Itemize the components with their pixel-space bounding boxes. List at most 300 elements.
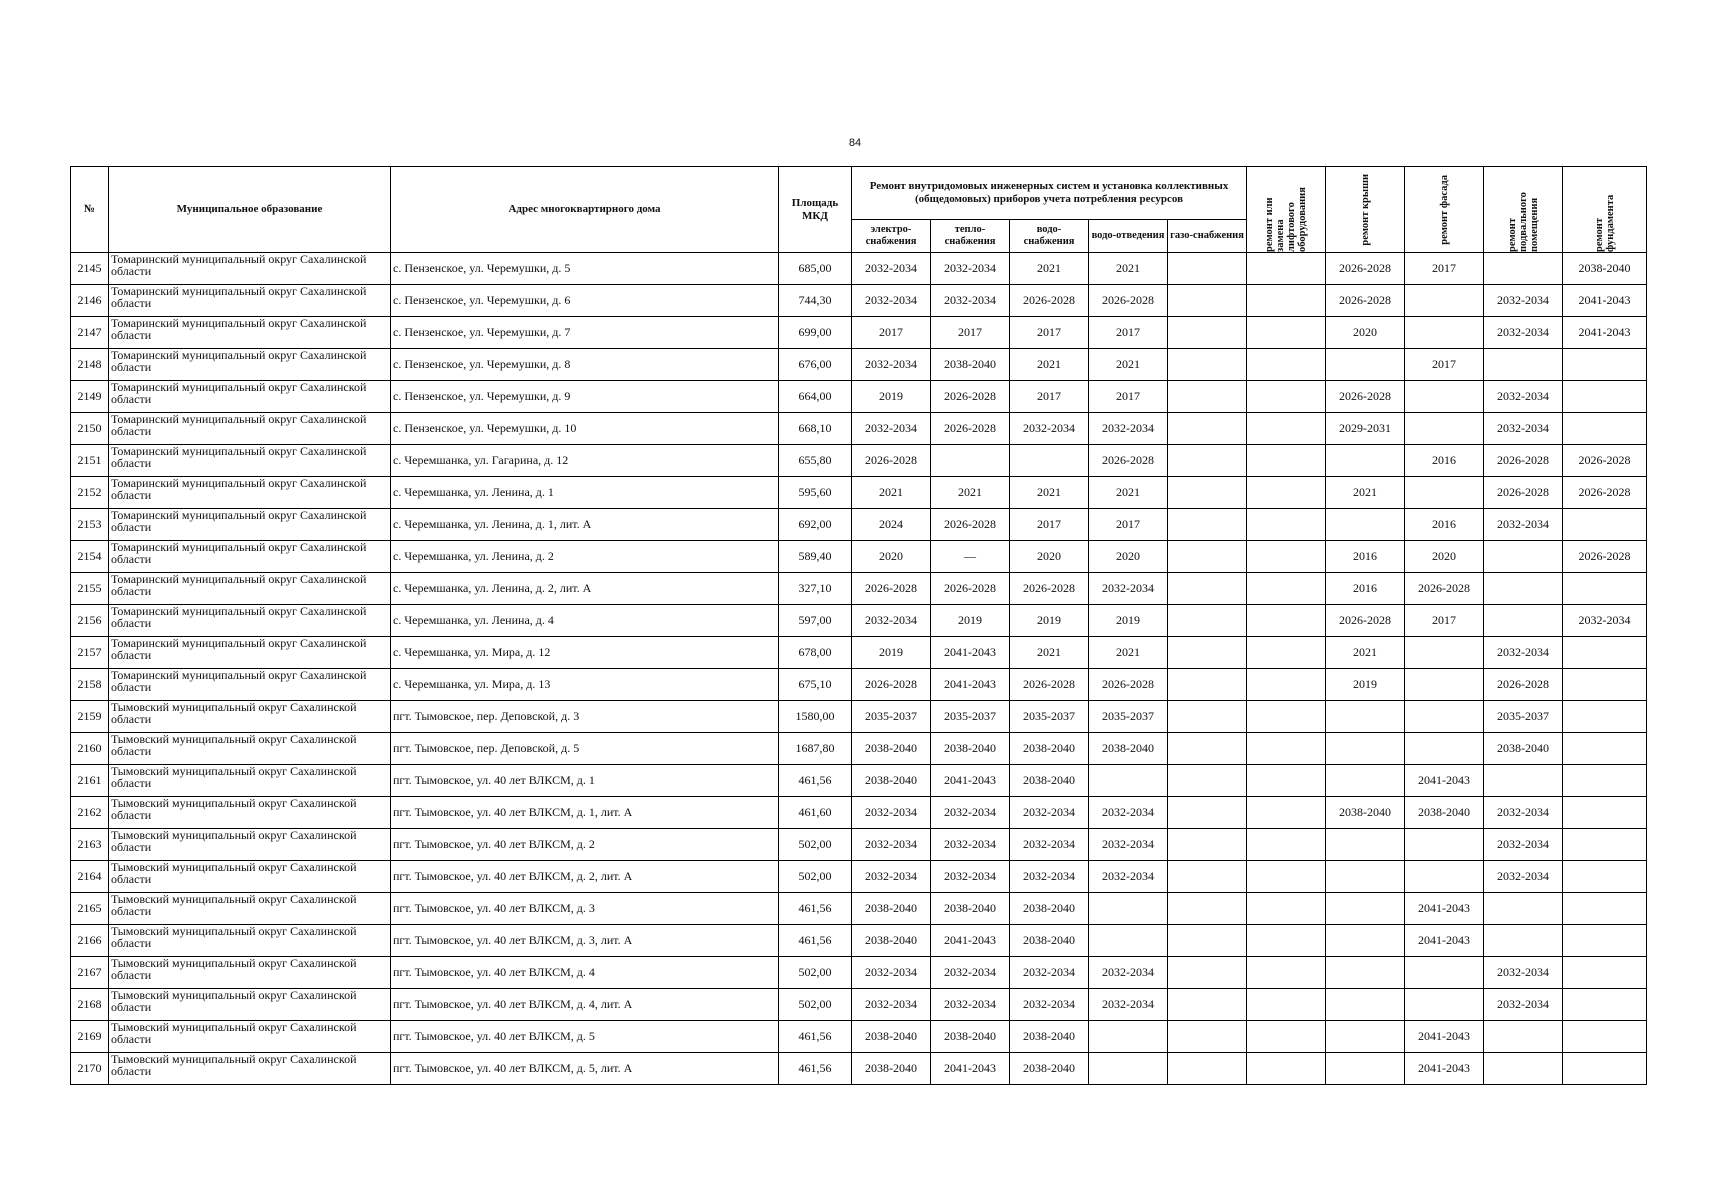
- address-cell: пгт. Тымовское, ул. 40 лет ВЛКСМ, д. 2, лит. А: [391, 861, 779, 893]
- address-cell: пгт. Тымовское, пер. Деповской, д. 5: [391, 733, 779, 765]
- table-row: [71, 253, 1647, 285]
- roof-cell: 2021: [1326, 477, 1405, 509]
- facade-cell: [1405, 733, 1484, 765]
- water-cell: 2038-2040: [1010, 733, 1089, 765]
- gas-cell: [1168, 637, 1247, 669]
- roof-cell: [1326, 1021, 1405, 1053]
- sewer-cell: 2021: [1089, 349, 1168, 381]
- gas-cell: [1168, 829, 1247, 861]
- gas-cell: [1168, 541, 1247, 573]
- table-row: [71, 765, 1647, 797]
- area-cell: 502,00: [779, 957, 852, 989]
- header-roof-label: ремонт крыши: [1359, 173, 1371, 246]
- gas-cell: [1168, 509, 1247, 541]
- municipality-cell: Томаринский муниципальный округ Сахалинской области: [109, 413, 391, 445]
- electro-cell: 2019: [852, 381, 931, 413]
- basement-cell: 2032-2034: [1484, 413, 1563, 445]
- elevator-cell: [1247, 957, 1326, 989]
- heat-cell: 2041-2043: [931, 765, 1010, 797]
- sewer-cell: [1089, 765, 1168, 797]
- table-row: [71, 349, 1647, 381]
- gas-cell: [1168, 989, 1247, 1021]
- header-roof: [1326, 167, 1405, 253]
- facade-cell: [1405, 861, 1484, 893]
- row-number: 2152: [71, 477, 109, 509]
- area-cell: 502,00: [779, 861, 852, 893]
- roof-cell: [1326, 989, 1405, 1021]
- foundation-cell: 2038-2040: [1563, 253, 1647, 285]
- heat-cell: 2038-2040: [931, 733, 1010, 765]
- roof-cell: [1326, 957, 1405, 989]
- table-row: [71, 381, 1647, 413]
- foundation-cell: 2026-2028: [1563, 477, 1647, 509]
- water-cell: 2021: [1010, 477, 1089, 509]
- header-elevator: [1247, 167, 1326, 253]
- table-row: [71, 413, 1647, 445]
- row-number: 2162: [71, 797, 109, 829]
- foundation-cell: [1563, 861, 1647, 893]
- roof-cell: 2026-2028: [1326, 253, 1405, 285]
- address-cell: пгт. Тымовское, ул. 40 лет ВЛКСМ, д. 3: [391, 893, 779, 925]
- sewer-cell: 2032-2034: [1089, 797, 1168, 829]
- municipality-cell: Тымовский муниципальный округ Сахалинской области: [109, 829, 391, 861]
- address-cell: с. Черемшанка, ул. Ленина, д. 1: [391, 477, 779, 509]
- sewer-cell: 2032-2034: [1089, 829, 1168, 861]
- header-basement-label: ремонт подвального помещения: [1506, 192, 1540, 252]
- header-municipality: Муниципальное образование: [109, 167, 391, 253]
- area-cell: 692,00: [779, 509, 852, 541]
- gas-cell: [1168, 573, 1247, 605]
- municipality-cell: Томаринский муниципальный округ Сахалинской области: [109, 541, 391, 573]
- roof-cell: 2016: [1326, 541, 1405, 573]
- area-cell: 461,60: [779, 797, 852, 829]
- water-cell: 2032-2034: [1010, 413, 1089, 445]
- table-row: [71, 733, 1647, 765]
- table-row: [71, 637, 1647, 669]
- electro-cell: 2032-2034: [852, 797, 931, 829]
- elevator-cell: [1247, 1053, 1326, 1085]
- municipality-cell: Тымовский муниципальный округ Сахалинской области: [109, 797, 391, 829]
- foundation-cell: [1563, 573, 1647, 605]
- elevator-cell: [1247, 509, 1326, 541]
- facade-cell: 2016: [1405, 445, 1484, 477]
- address-cell: пгт. Тымовское, ул. 40 лет ВЛКСМ, д. 1, лит. А: [391, 797, 779, 829]
- water-cell: 2026-2028: [1010, 573, 1089, 605]
- header-foundation: [1563, 167, 1647, 253]
- heat-cell: 2017: [931, 317, 1010, 349]
- row-number: 2161: [71, 765, 109, 797]
- area-cell: 461,56: [779, 765, 852, 797]
- facade-cell: 2041-2043: [1405, 893, 1484, 925]
- row-number: 2159: [71, 701, 109, 733]
- heat-cell: 2041-2043: [931, 925, 1010, 957]
- address-cell: с. Пензенское, ул. Черемушки, д. 7: [391, 317, 779, 349]
- elevator-cell: [1247, 445, 1326, 477]
- electro-cell: 2026-2028: [852, 669, 931, 701]
- header-area: Площадь МКД: [779, 167, 852, 253]
- sewer-cell: 2021: [1089, 253, 1168, 285]
- basement-cell: 2032-2034: [1484, 989, 1563, 1021]
- elevator-cell: [1247, 1021, 1326, 1053]
- basement-cell: 2026-2028: [1484, 445, 1563, 477]
- sewer-cell: 2020: [1089, 541, 1168, 573]
- electro-cell: 2032-2034: [852, 253, 931, 285]
- electro-cell: 2026-2028: [852, 445, 931, 477]
- gas-cell: [1168, 285, 1247, 317]
- table-row: [71, 1053, 1647, 1085]
- municipality-cell: Томаринский муниципальный округ Сахалинской области: [109, 445, 391, 477]
- gas-cell: [1168, 893, 1247, 925]
- area-cell: 655,80: [779, 445, 852, 477]
- header-sewer: водо-отведения: [1089, 220, 1168, 253]
- area-cell: 1580,00: [779, 701, 852, 733]
- roof-cell: [1326, 861, 1405, 893]
- roof-cell: 2026-2028: [1326, 285, 1405, 317]
- basement-cell: 2026-2028: [1484, 669, 1563, 701]
- basement-cell: 2032-2034: [1484, 381, 1563, 413]
- header-foundation-label: ремонт фундамента: [1593, 194, 1616, 252]
- basement-cell: 2032-2034: [1484, 509, 1563, 541]
- gas-cell: [1168, 1021, 1247, 1053]
- header-electro: электро-снабжения: [852, 220, 931, 253]
- roof-cell: [1326, 701, 1405, 733]
- row-number: 2167: [71, 957, 109, 989]
- facade-cell: [1405, 989, 1484, 1021]
- water-cell: [1010, 445, 1089, 477]
- electro-cell: 2032-2034: [852, 349, 931, 381]
- water-cell: 2032-2034: [1010, 829, 1089, 861]
- gas-cell: [1168, 1053, 1247, 1085]
- municipality-cell: Тымовский муниципальный округ Сахалинской области: [109, 861, 391, 893]
- heat-cell: 2041-2043: [931, 637, 1010, 669]
- water-cell: 2021: [1010, 253, 1089, 285]
- address-cell: с. Черемшанка, ул. Ленина, д. 1, лит. А: [391, 509, 779, 541]
- electro-cell: 2032-2034: [852, 829, 931, 861]
- municipality-cell: Тымовский муниципальный округ Сахалинской области: [109, 1021, 391, 1053]
- elevator-cell: [1247, 861, 1326, 893]
- electro-cell: 2035-2037: [852, 701, 931, 733]
- heat-cell: 2041-2043: [931, 1053, 1010, 1085]
- elevator-cell: [1247, 797, 1326, 829]
- roof-cell: [1326, 829, 1405, 861]
- address-cell: с. Пензенское, ул. Черемушки, д. 10: [391, 413, 779, 445]
- sewer-cell: 2035-2037: [1089, 701, 1168, 733]
- water-cell: 2038-2040: [1010, 765, 1089, 797]
- elevator-cell: [1247, 381, 1326, 413]
- foundation-cell: [1563, 509, 1647, 541]
- water-cell: 2038-2040: [1010, 925, 1089, 957]
- heat-cell: 2019: [931, 605, 1010, 637]
- municipality-cell: Тымовский муниципальный округ Сахалинской области: [109, 893, 391, 925]
- area-cell: 685,00: [779, 253, 852, 285]
- municipality-cell: Томаринский муниципальный округ Сахалинской области: [109, 285, 391, 317]
- elevator-cell: [1247, 285, 1326, 317]
- address-cell: с. Черемшанка, ул. Ленина, д. 4: [391, 605, 779, 637]
- address-cell: пгт. Тымовское, ул. 40 лет ВЛКСМ, д. 5, лит. А: [391, 1053, 779, 1085]
- gas-cell: [1168, 253, 1247, 285]
- table-header: [71, 167, 1647, 253]
- electro-cell: 2020: [852, 541, 931, 573]
- gas-cell: [1168, 381, 1247, 413]
- foundation-cell: [1563, 701, 1647, 733]
- facade-cell: [1405, 637, 1484, 669]
- sewer-cell: 2026-2028: [1089, 445, 1168, 477]
- heat-cell: 2032-2034: [931, 797, 1010, 829]
- address-cell: с. Черемшанка, ул. Мира, д. 13: [391, 669, 779, 701]
- water-cell: 2026-2028: [1010, 669, 1089, 701]
- header-gas: газо-снабжения: [1168, 220, 1247, 253]
- address-cell: с. Черемшанка, ул. Ленина, д. 2: [391, 541, 779, 573]
- address-cell: с. Пензенское, ул. Черемушки, д. 6: [391, 285, 779, 317]
- water-cell: 2017: [1010, 509, 1089, 541]
- table-row: [71, 509, 1647, 541]
- municipality-cell: Тымовский муниципальный округ Сахалинской области: [109, 701, 391, 733]
- foundation-cell: [1563, 637, 1647, 669]
- water-cell: 2032-2034: [1010, 957, 1089, 989]
- sewer-cell: [1089, 925, 1168, 957]
- page-number: 84: [848, 137, 862, 149]
- address-cell: пгт. Тымовское, ул. 40 лет ВЛКСМ, д. 3, лит. А: [391, 925, 779, 957]
- area-cell: 461,56: [779, 1053, 852, 1085]
- gas-cell: [1168, 701, 1247, 733]
- municipality-cell: Тымовский муниципальный округ Сахалинской области: [109, 957, 391, 989]
- area-cell: 597,00: [779, 605, 852, 637]
- roof-cell: [1326, 893, 1405, 925]
- row-number: 2148: [71, 349, 109, 381]
- gas-cell: [1168, 605, 1247, 637]
- elevator-cell: [1247, 317, 1326, 349]
- header-facade-label: ремонт фасада: [1438, 174, 1450, 245]
- water-cell: 2032-2034: [1010, 797, 1089, 829]
- water-cell: 2019: [1010, 605, 1089, 637]
- electro-cell: 2032-2034: [852, 989, 931, 1021]
- municipality-cell: Томаринский муниципальный округ Сахалинской области: [109, 637, 391, 669]
- basement-cell: 2032-2034: [1484, 317, 1563, 349]
- row-number: 2154: [71, 541, 109, 573]
- municipality-cell: Тымовский муниципальный округ Сахалинской области: [109, 1053, 391, 1085]
- row-number: 2165: [71, 893, 109, 925]
- gas-cell: [1168, 957, 1247, 989]
- sewer-cell: [1089, 1053, 1168, 1085]
- elevator-cell: [1247, 893, 1326, 925]
- address-cell: с. Пензенское, ул. Черемушки, д. 8: [391, 349, 779, 381]
- area-cell: 327,10: [779, 573, 852, 605]
- elevator-cell: [1247, 573, 1326, 605]
- gas-cell: [1168, 797, 1247, 829]
- header-num: №: [71, 167, 109, 253]
- water-cell: 2038-2040: [1010, 1021, 1089, 1053]
- facade-cell: 2041-2043: [1405, 765, 1484, 797]
- water-cell: 2035-2037: [1010, 701, 1089, 733]
- heat-cell: 2032-2034: [931, 989, 1010, 1021]
- foundation-cell: [1563, 381, 1647, 413]
- row-number: 2155: [71, 573, 109, 605]
- sewer-cell: 2038-2040: [1089, 733, 1168, 765]
- area-cell: 744,30: [779, 285, 852, 317]
- heat-cell: 2026-2028: [931, 573, 1010, 605]
- foundation-cell: 2026-2028: [1563, 541, 1647, 573]
- foundation-cell: 2026-2028: [1563, 445, 1647, 477]
- electro-cell: 2032-2034: [852, 861, 931, 893]
- sewer-cell: 2032-2034: [1089, 861, 1168, 893]
- foundation-cell: [1563, 1053, 1647, 1085]
- municipality-cell: Томаринский муниципальный округ Сахалинской области: [109, 253, 391, 285]
- electro-cell: 2021: [852, 477, 931, 509]
- area-cell: 502,00: [779, 989, 852, 1021]
- sewer-cell: 2032-2034: [1089, 573, 1168, 605]
- heat-cell: 2026-2028: [931, 381, 1010, 413]
- municipality-cell: Томаринский муниципальный округ Сахалинской области: [109, 509, 391, 541]
- area-cell: 1687,80: [779, 733, 852, 765]
- facade-cell: [1405, 701, 1484, 733]
- electro-cell: 2017: [852, 317, 931, 349]
- table-row: [71, 893, 1647, 925]
- table-row: [71, 829, 1647, 861]
- municipality-cell: Томаринский муниципальный округ Сахалинской области: [109, 605, 391, 637]
- address-cell: с. Черемшанка, ул. Гагарина, д. 12: [391, 445, 779, 477]
- basement-cell: 2032-2034: [1484, 637, 1563, 669]
- electro-cell: 2038-2040: [852, 925, 931, 957]
- elevator-cell: [1247, 925, 1326, 957]
- gas-cell: [1168, 669, 1247, 701]
- heat-cell: 2038-2040: [931, 1021, 1010, 1053]
- address-cell: пгт. Тымовское, пер. Деповской, д. 3: [391, 701, 779, 733]
- sewer-cell: [1089, 893, 1168, 925]
- table-row: [71, 669, 1647, 701]
- electro-cell: 2038-2040: [852, 765, 931, 797]
- row-number: 2147: [71, 317, 109, 349]
- row-number: 2146: [71, 285, 109, 317]
- water-cell: 2038-2040: [1010, 893, 1089, 925]
- header-heat: тепло-снабжения: [931, 220, 1010, 253]
- facade-cell: 2041-2043: [1405, 925, 1484, 957]
- basement-cell: [1484, 1021, 1563, 1053]
- area-cell: 502,00: [779, 829, 852, 861]
- roof-cell: 2026-2028: [1326, 381, 1405, 413]
- header-basement: [1484, 167, 1563, 253]
- foundation-cell: 2032-2034: [1563, 605, 1647, 637]
- municipality-cell: Томаринский муниципальный округ Сахалинской области: [109, 669, 391, 701]
- facade-cell: [1405, 317, 1484, 349]
- basement-cell: [1484, 253, 1563, 285]
- roof-cell: [1326, 925, 1405, 957]
- water-cell: 2032-2034: [1010, 989, 1089, 1021]
- gas-cell: [1168, 733, 1247, 765]
- electro-cell: 2032-2034: [852, 957, 931, 989]
- gas-cell: [1168, 317, 1247, 349]
- facade-cell: [1405, 381, 1484, 413]
- table-row: [71, 1021, 1647, 1053]
- municipality-cell: Томаринский муниципальный округ Сахалинской области: [109, 317, 391, 349]
- heat-cell: 2032-2034: [931, 253, 1010, 285]
- table-row: [71, 573, 1647, 605]
- foundation-cell: [1563, 925, 1647, 957]
- elevator-cell: [1247, 989, 1326, 1021]
- address-cell: с. Черемшанка, ул. Ленина, д. 2, лит. А: [391, 573, 779, 605]
- elevator-cell: [1247, 413, 1326, 445]
- basement-cell: [1484, 1053, 1563, 1085]
- sewer-cell: [1089, 1021, 1168, 1053]
- area-cell: 664,00: [779, 381, 852, 413]
- table-body: [71, 253, 1647, 1085]
- heat-cell: 2032-2034: [931, 861, 1010, 893]
- basement-cell: [1484, 349, 1563, 381]
- facade-cell: [1405, 829, 1484, 861]
- facade-cell: 2026-2028: [1405, 573, 1484, 605]
- row-number: 2160: [71, 733, 109, 765]
- basement-cell: 2026-2028: [1484, 477, 1563, 509]
- roof-cell: 2016: [1326, 573, 1405, 605]
- elevator-cell: [1247, 701, 1326, 733]
- basement-cell: 2032-2034: [1484, 861, 1563, 893]
- heat-cell: 2041-2043: [931, 669, 1010, 701]
- sewer-cell: 2026-2028: [1089, 285, 1168, 317]
- facade-cell: [1405, 957, 1484, 989]
- basement-cell: 2038-2040: [1484, 733, 1563, 765]
- table-row: [71, 861, 1647, 893]
- area-cell: 676,00: [779, 349, 852, 381]
- elevator-cell: [1247, 765, 1326, 797]
- header-facade: [1405, 167, 1484, 253]
- basement-cell: 2035-2037: [1484, 701, 1563, 733]
- roof-cell: 2038-2040: [1326, 797, 1405, 829]
- facade-cell: [1405, 669, 1484, 701]
- municipality-cell: Томаринский муниципальный округ Сахалинской области: [109, 349, 391, 381]
- table-row: [71, 989, 1647, 1021]
- table-row: [71, 285, 1647, 317]
- row-number: 2157: [71, 637, 109, 669]
- heat-cell: 2032-2034: [931, 957, 1010, 989]
- repair-schedule-table: [70, 166, 1647, 1085]
- foundation-cell: [1563, 797, 1647, 829]
- table-row: [71, 925, 1647, 957]
- row-number: 2168: [71, 989, 109, 1021]
- water-cell: 2020: [1010, 541, 1089, 573]
- electro-cell: 2038-2040: [852, 1053, 931, 1085]
- gas-cell: [1168, 413, 1247, 445]
- electro-cell: 2032-2034: [852, 605, 931, 637]
- elevator-cell: [1247, 477, 1326, 509]
- row-number: 2164: [71, 861, 109, 893]
- municipality-cell: Томаринский муниципальный округ Сахалинской области: [109, 573, 391, 605]
- basement-cell: 2032-2034: [1484, 957, 1563, 989]
- municipality-cell: Тымовский муниципальный округ Сахалинской области: [109, 925, 391, 957]
- elevator-cell: [1247, 733, 1326, 765]
- row-number: 2151: [71, 445, 109, 477]
- facade-cell: 2041-2043: [1405, 1021, 1484, 1053]
- water-cell: 2017: [1010, 317, 1089, 349]
- electro-cell: 2038-2040: [852, 893, 931, 925]
- area-cell: 595,60: [779, 477, 852, 509]
- sewer-cell: 2019: [1089, 605, 1168, 637]
- header-water: водо-снабжения: [1010, 220, 1089, 253]
- municipality-cell: Тымовский муниципальный округ Сахалинской области: [109, 989, 391, 1021]
- area-cell: 461,56: [779, 1021, 852, 1053]
- address-cell: пгт. Тымовское, ул. 40 лет ВЛКСМ, д. 5: [391, 1021, 779, 1053]
- area-cell: 668,10: [779, 413, 852, 445]
- foundation-cell: [1563, 765, 1647, 797]
- address-cell: пгт. Тымовское, ул. 40 лет ВЛКСМ, д. 1: [391, 765, 779, 797]
- foundation-cell: [1563, 893, 1647, 925]
- roof-cell: 2019: [1326, 669, 1405, 701]
- basement-cell: 2032-2034: [1484, 285, 1563, 317]
- table-row: [71, 605, 1647, 637]
- municipality-cell: Томаринский муниципальный округ Сахалинской области: [109, 477, 391, 509]
- address-cell: пгт. Тымовское, ул. 40 лет ВЛКСМ, д. 4, лит. А: [391, 989, 779, 1021]
- heat-cell: 2038-2040: [931, 893, 1010, 925]
- water-cell: 2021: [1010, 349, 1089, 381]
- elevator-cell: [1247, 541, 1326, 573]
